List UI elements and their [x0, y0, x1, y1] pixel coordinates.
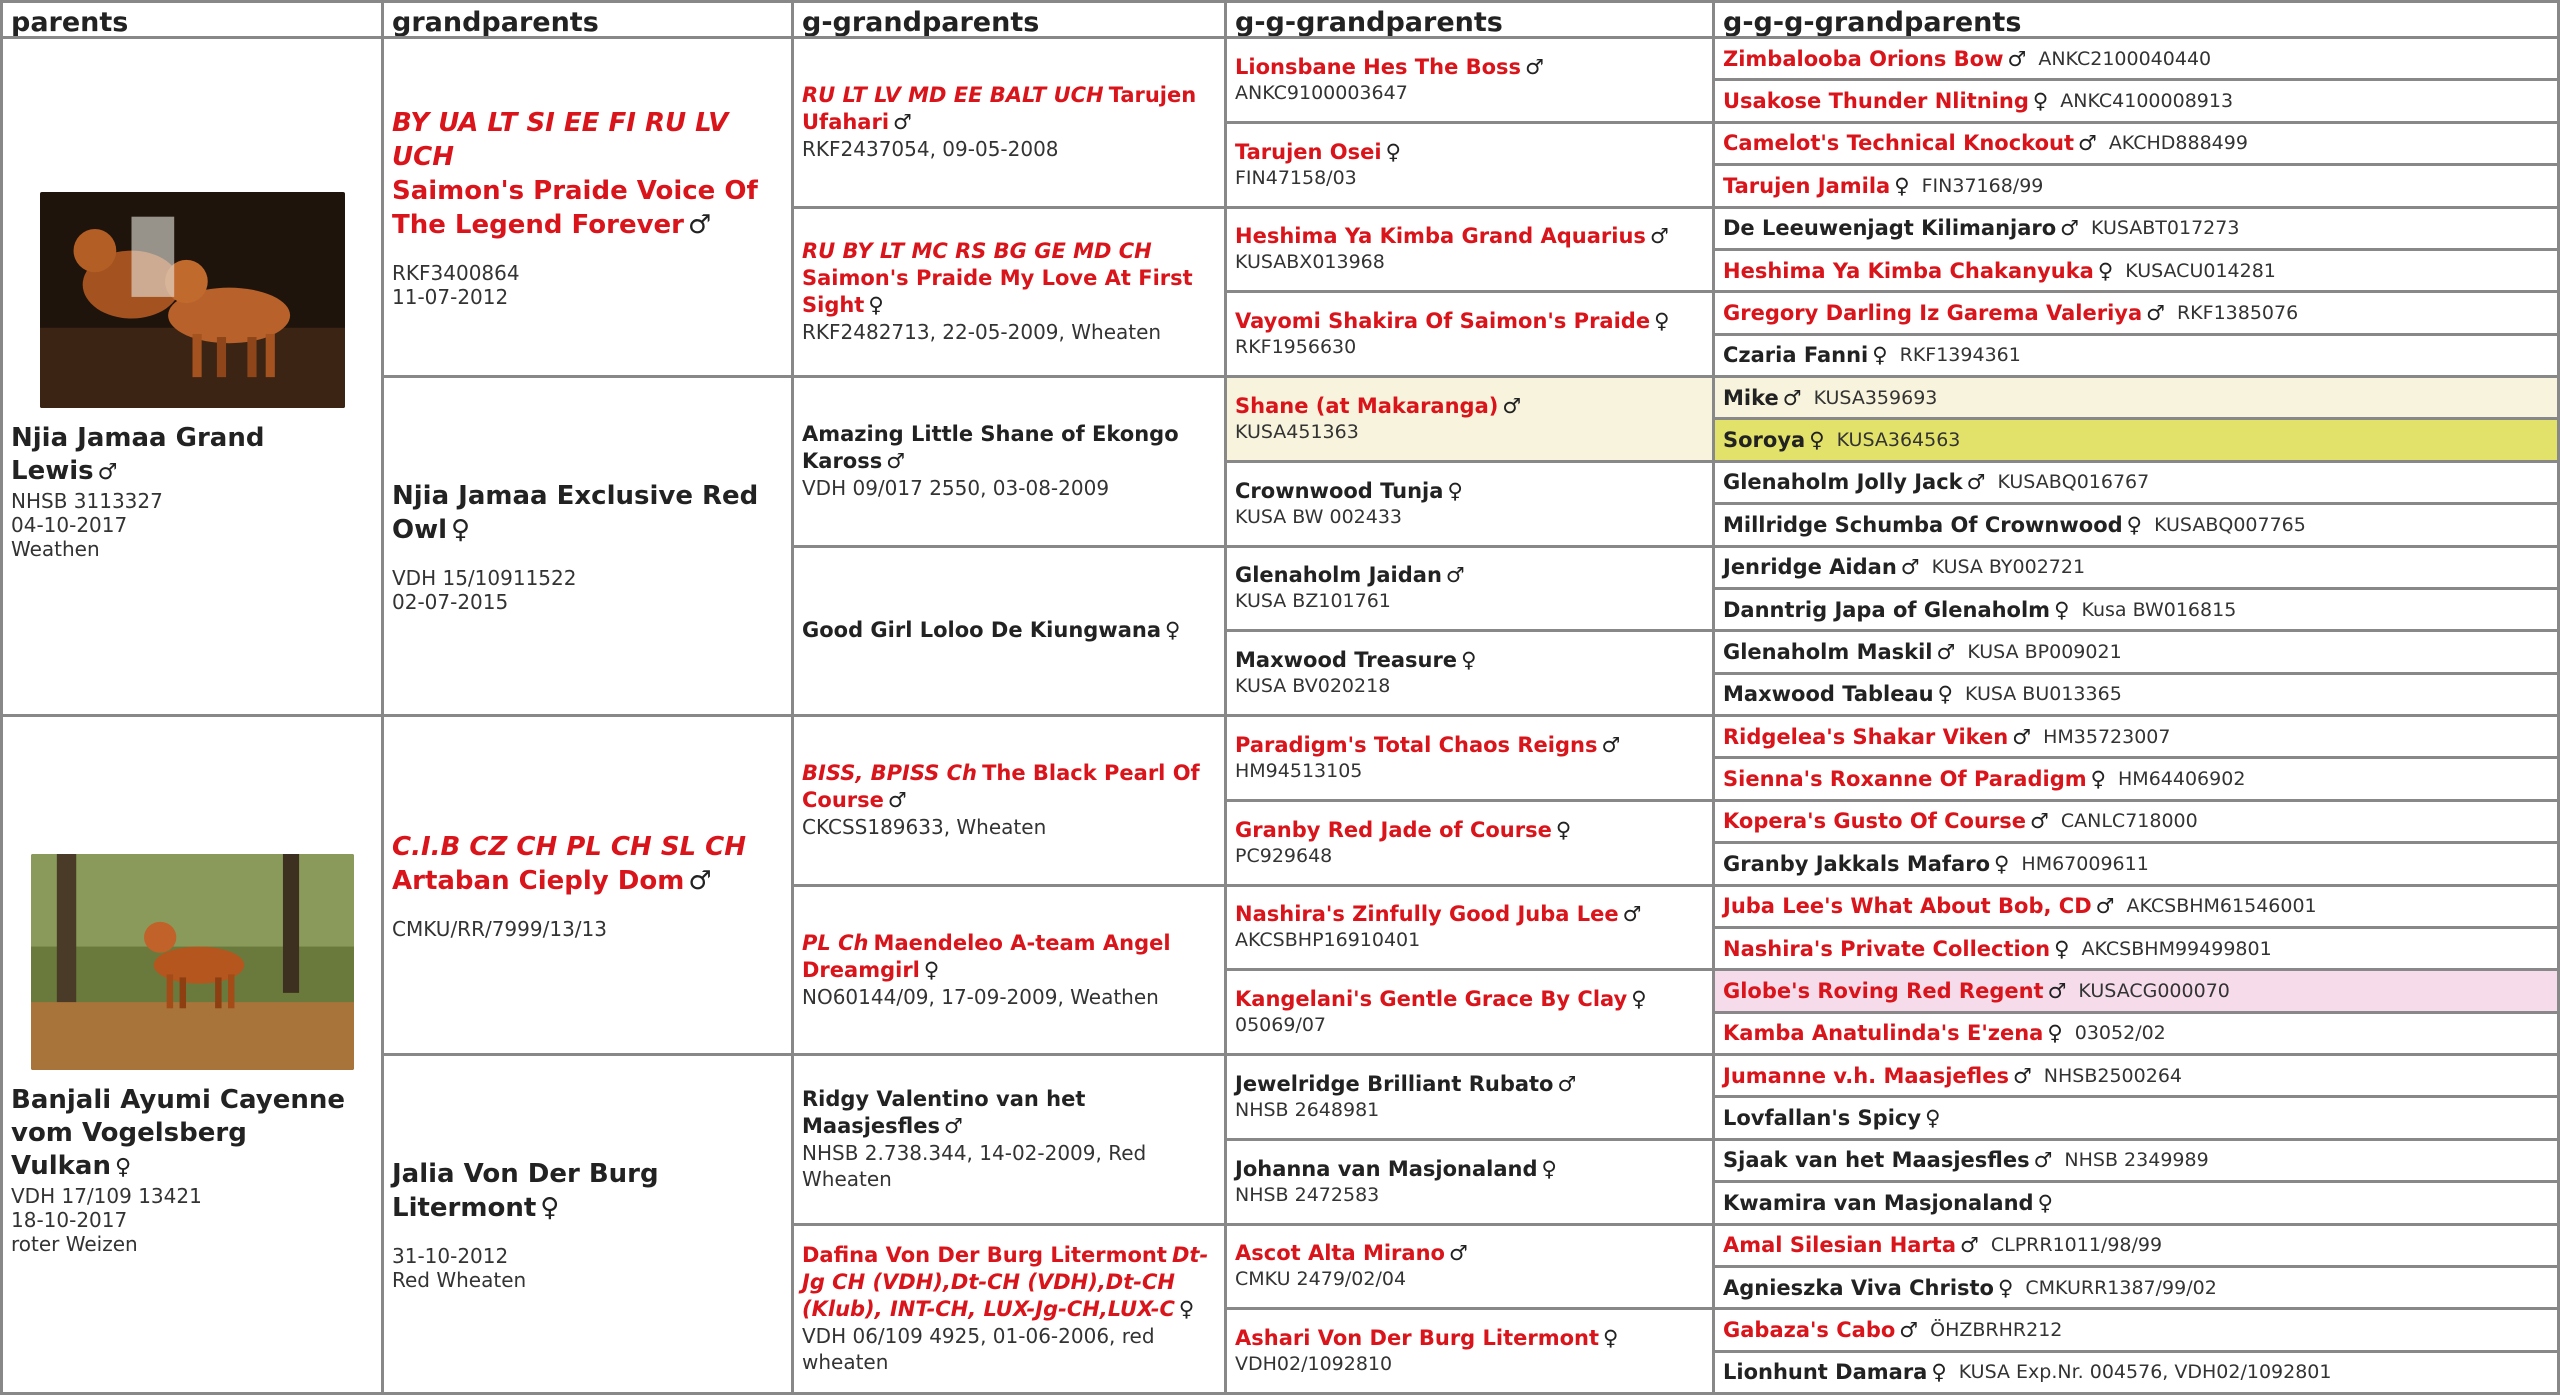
ancestor-name[interactable]: Granby Jakkals Mafaro	[1723, 851, 1991, 876]
ggg-name-block[interactable]	[1235, 901, 1704, 928]
registration-number: CMKU 2479/02/04	[1235, 1268, 1407, 1291]
sex-icon: ♂	[893, 110, 912, 135]
pedigree-cell	[0, 717, 384, 1395]
header-parents: parents	[0, 0, 384, 39]
sex-icon: ♂	[886, 449, 906, 474]
pedigree-cell	[1227, 971, 1715, 1056]
pedigree-cell	[384, 378, 794, 717]
pedigree-cell	[1715, 293, 2560, 335]
pedigree-cell	[1227, 1226, 1715, 1311]
sex-icon: ♂	[2047, 978, 2067, 1003]
sex-icon: ♀	[1447, 478, 1463, 503]
header-ggg-grandparents: g-g-g-grandparents	[1715, 0, 2560, 39]
ancestor-name[interactable]: Maxwood Treasure	[1235, 648, 1458, 673]
sex-icon: ♂	[1448, 1241, 1468, 1266]
ancestor-name[interactable]: Crownwood Tunja	[1235, 478, 1444, 503]
sex-icon: ♀	[2126, 512, 2143, 537]
sex-icon: ♂	[1622, 902, 1642, 927]
grandparent-name-block[interactable]	[392, 479, 783, 547]
ggg-name-block[interactable]	[1235, 562, 1704, 589]
ancestor-name[interactable]: Maxwood Tableau	[1723, 682, 1934, 707]
sex-icon: ♂	[2095, 894, 2115, 919]
registration-number: KUSA BW 002433	[1235, 505, 1403, 528]
ggg-name-block[interactable]	[1235, 478, 1704, 505]
registration-number: KUSA451363	[1235, 420, 1359, 443]
pedigree-cell	[1715, 929, 2560, 971]
pedigree-cell	[1227, 378, 1715, 463]
sex-icon: ♀	[1872, 343, 1888, 368]
ancestor-name[interactable]: Gabaza's Cabo	[1723, 1317, 1896, 1342]
pedigree-cell	[794, 1226, 1227, 1395]
pedigree-cell	[1227, 887, 1715, 972]
registration-number: FIN47158/03	[1235, 166, 1357, 189]
ancestor-name[interactable]: Amal Silesian Harta	[1723, 1233, 1957, 1258]
sex-icon: ♀	[114, 1153, 132, 1180]
pedigree-cell	[1715, 1098, 2560, 1140]
sex-icon: ♂	[887, 788, 907, 813]
grandparent-name-block[interactable]	[392, 830, 783, 898]
sex-icon: ♀	[1541, 1156, 1557, 1181]
sex-icon: ♀	[1654, 309, 1670, 334]
ancestor-name[interactable]: Saimon's Praide My Love At First Sight	[802, 266, 1193, 318]
ancestor-name[interactable]: Czaria Fanni	[1723, 343, 1869, 368]
registration-number: RKF1956630	[1235, 336, 1357, 359]
sex-icon: ♂	[2060, 216, 2079, 241]
champion-title: BY UA LT SI EE FI RU LV UCH	[392, 107, 729, 172]
dog-photo[interactable]	[31, 854, 354, 1070]
registration-info: NHSB 2.738.344, 14-02-2009, Red Wheaten	[802, 1141, 1147, 1192]
sex-icon: ♂	[1900, 555, 1920, 580]
sex-icon: ♀	[2047, 1021, 2063, 1046]
pedigree-cell	[1715, 505, 2560, 547]
ancestor-name[interactable]: Heshima Ya Kimba Grand Aquarius	[1235, 224, 1646, 249]
registration-number: KUSA BV020218	[1235, 675, 1391, 698]
registration-number: RKF1394361	[1899, 344, 2021, 367]
ancestor-name[interactable]: Amazing Little Shane of Ekongo Kaross	[802, 422, 1179, 474]
ancestor-name[interactable]: Millridge Schumba Of Crownwood	[1723, 512, 2123, 537]
registration-number: NHSB2500264	[2043, 1064, 2182, 1087]
registration-number: PC929648	[1235, 844, 1333, 867]
birth-date: Red Wheaten	[392, 1267, 527, 1292]
ancestor-name[interactable]: Tarujen Ufahari	[802, 83, 1197, 135]
pedigree-cell	[1715, 1141, 2560, 1183]
ancestor-name[interactable]: Ridgy Valentino van het Maasjesfles	[802, 1087, 1086, 1139]
header-grandparents: grandparents	[384, 0, 794, 39]
ggg-name-block[interactable]	[1235, 647, 1704, 674]
pedigree-cell	[384, 717, 794, 1056]
ggg-name-block[interactable]	[1235, 139, 1704, 166]
pedigree-cell	[1715, 1056, 2560, 1098]
ancestor-name[interactable]: Jewelridge Brilliant Rubato	[1235, 1071, 1554, 1096]
sex-icon: ♀	[1385, 139, 1401, 164]
pedigree-cell	[1715, 802, 2560, 844]
registration-number: 03052/02	[2074, 1022, 2166, 1045]
ancestor-name[interactable]: Tarujen Osei	[1235, 139, 1382, 164]
registration-number: KUSA BU013365	[1965, 683, 2122, 706]
pedigree-cell	[0, 39, 384, 717]
sex-icon: ♂	[2012, 1063, 2032, 1088]
sex-icon: ♂	[1936, 639, 1956, 664]
sex-icon: ♀	[2054, 597, 2070, 622]
pedigree-cell	[1715, 1226, 2560, 1268]
registration-number: KUSA364563	[1836, 429, 1961, 452]
ancestor-name[interactable]: Nashira's Private Collection	[1723, 936, 2051, 961]
ancestor-name[interactable]: Kopera's Gusto Of Course	[1723, 809, 2027, 834]
ancestor-name[interactable]: Sjaak van het Maasjesfles	[1723, 1148, 2030, 1173]
pedigree-cell	[384, 1056, 794, 1395]
sex-icon: ♀	[1555, 817, 1572, 842]
ggg-name-block[interactable]	[1235, 1325, 1704, 1352]
gg-name-block[interactable]	[802, 760, 1216, 814]
pedigree-cell	[1227, 632, 1715, 717]
ancestor-name[interactable]: Globe's Roving Red Regent	[1723, 978, 2044, 1003]
registration-number: RKF3400864	[392, 260, 520, 285]
sex-icon: ♀	[1994, 851, 2010, 876]
pedigree-cell	[1715, 1183, 2560, 1225]
pedigree-cell	[1227, 463, 1715, 548]
gg-name-block[interactable]	[802, 1242, 1216, 1323]
birth-date: 18-10-2017	[11, 1207, 128, 1232]
registration-number: ANKC2100040440	[2038, 47, 2212, 70]
parent-name[interactable]: Banjali Ayumi Cayenne vom Vogelsberg Vulkan ♀	[11, 1084, 345, 1181]
sex-icon: ♀	[2037, 1190, 2053, 1215]
pedigree-cell	[1227, 39, 1715, 124]
ancestor-name[interactable]: Shane (at Makaranga)	[1235, 393, 1499, 418]
sex-icon: ♂	[1525, 54, 1544, 79]
sex-icon: ♂	[97, 459, 118, 485]
ancestor-name[interactable]: Glenaholm Jaidan	[1235, 563, 1442, 588]
sex-icon: ♀	[1461, 648, 1477, 673]
registration-info: NO60144/09, 17-09-2009, Weathen	[802, 984, 1159, 1009]
ggg-name-block[interactable]	[1235, 986, 1704, 1013]
sex-icon: ♂	[1445, 563, 1465, 588]
ancestor-name[interactable]: Kwamira van Masjonaland	[1723, 1190, 2034, 1215]
registration-info: RKF2482713, 22-05-2009, Wheaten	[802, 320, 1162, 345]
grandparent-name-block[interactable]	[392, 106, 783, 242]
champion-title: C.I.B CZ CH PL CH SL CH	[392, 831, 747, 862]
pedigree-cell	[1715, 209, 2560, 251]
registration-number: RKF1385076	[2176, 301, 2299, 324]
registration-number: KUSABQ016767	[1997, 471, 2150, 494]
registration-number: KUSABQ007765	[2154, 513, 2306, 536]
pedigree-cell	[1715, 759, 2560, 801]
sex-icon: ♀	[1165, 618, 1181, 643]
sex-icon: ♀	[1631, 987, 1647, 1012]
pedigree-cell	[1715, 39, 2560, 81]
ggg-name-block[interactable]	[1235, 393, 1704, 420]
registration-number: KUSACG000070	[2078, 979, 2230, 1002]
ancestor-name[interactable]: Heshima Ya Kimba Chakanyuka	[1723, 258, 2094, 283]
pedigree-cell	[794, 1056, 1227, 1226]
registration-info: VDH 09/017 2550, 03-08-2009	[802, 476, 1110, 501]
registration-number: AKCHD888499	[2108, 132, 2248, 155]
registration-number: HM64406902	[2118, 768, 2246, 791]
ancestor-name[interactable]: The Black Pearl Of Course	[802, 761, 1200, 813]
registration-number: KUSA BZ101761	[1235, 590, 1391, 613]
birth-date: 04-10-2017	[11, 513, 128, 537]
registration-number: HM94513105	[1235, 759, 1363, 782]
ancestor-name[interactable]: Zimbalooba Orions Bow	[1723, 46, 2004, 71]
registration-number: VDH02/1092810	[1235, 1353, 1393, 1376]
pedigree-cell	[794, 717, 1227, 887]
ancestor-name[interactable]: Paradigm's Total Chaos Reigns	[1235, 732, 1598, 757]
registration-number: Kusa BW016815	[2081, 598, 2237, 621]
registration-number: HM67009611	[2021, 852, 2149, 875]
ggg-name-block[interactable]	[1235, 223, 1704, 250]
pedigree-cell	[1227, 209, 1715, 294]
ancestor-name[interactable]: Glenaholm Maskil	[1723, 639, 1933, 664]
grandparent-name[interactable]: Jalia Von Der Burg Litermont	[392, 1158, 659, 1223]
ancestor-name[interactable]: Soroya	[1723, 428, 1806, 453]
pedigree-cell	[384, 39, 794, 378]
sex-icon: ♀	[2054, 936, 2070, 961]
registration-number: ANKC9100003647	[1235, 81, 1408, 104]
ggg-name-block[interactable]	[1235, 54, 1704, 81]
birth-date: 02-07-2015	[392, 589, 509, 614]
sex-icon: ♀	[923, 957, 940, 982]
grandparent-name[interactable]: Saimon's Praide Voice Of The Legend Forever	[392, 175, 758, 240]
registration-number: KUSABT017273	[2091, 217, 2240, 240]
registration-number: CMKU/RR/7999/13/13	[392, 916, 607, 941]
ancestor-name[interactable]: Ascot Alta Mirano	[1235, 1241, 1445, 1266]
pedigree-cell	[1227, 548, 1715, 633]
pedigree-cell	[794, 209, 1227, 379]
pedigree-cell	[1715, 463, 2560, 505]
registration-number: NHSB 2472583	[1235, 1183, 1380, 1206]
ancestor-name[interactable]: Lovfallan's Spicy	[1723, 1106, 1922, 1131]
pedigree-cell	[794, 548, 1227, 718]
pedigree-cell	[1715, 1268, 2560, 1310]
pedigree-cell	[1715, 166, 2560, 208]
ancestor-name[interactable]: Maendeleo A-team Angel Dreamgirl	[802, 930, 1171, 982]
ancestor-name[interactable]: Granby Red Jade of Course	[1235, 817, 1552, 842]
sex-icon: ♀	[451, 514, 471, 545]
sex-icon: ♀	[2090, 767, 2107, 792]
sex-icon: ♂	[1966, 470, 1986, 495]
pedigree-cell	[1715, 590, 2560, 632]
registration-number: VDH 17/109 13421	[11, 1183, 202, 1208]
ancestor-name[interactable]: Jumanne v.h. Maasjefles	[1723, 1063, 2009, 1088]
ancestor-name[interactable]: Kangelani's Gentle Grace By Clay	[1235, 987, 1628, 1012]
grandparent-name-block[interactable]	[392, 1157, 783, 1225]
ggg-name-block[interactable]	[1235, 308, 1704, 335]
registration-number: HM35723007	[2043, 725, 2171, 748]
registration-number: VDH 15/10911522	[392, 565, 577, 590]
sex-icon: ♂	[1899, 1317, 1919, 1342]
pedigree-cell	[1227, 1056, 1715, 1141]
pedigree-cell	[1715, 1353, 2560, 1395]
sex-icon: ♂	[1782, 385, 1802, 410]
ancestor-name[interactable]: Lionsbane Hes The Boss	[1235, 54, 1522, 79]
pedigree-cell	[1227, 124, 1715, 209]
pedigree-cell	[794, 378, 1227, 548]
ancestor-name[interactable]: Juba Lee's What About Bob, CD	[1723, 894, 2092, 919]
sex-icon: ♀	[868, 293, 884, 318]
champion-title: Dt-Jg CH (VDH),Dt-CH (VDH),Dt-CH (Klub), INT-CH, LUX-Jg-CH,LUX-C	[802, 1243, 1209, 1322]
registration-number: FIN37168/99	[1921, 174, 2044, 197]
header-gg-grandparents: g-g-grandparents	[1227, 0, 1715, 39]
registration-number: KUSABX013968	[1235, 251, 1385, 274]
gg-name-block[interactable]	[802, 617, 1216, 644]
sex-icon: ♂	[944, 1114, 963, 1139]
parent-name[interactable]: Njia Jamaa Grand Lewis ♂	[11, 423, 265, 486]
sex-icon: ♂	[688, 865, 712, 896]
champion-title: BISS, BPISS Ch	[802, 761, 977, 786]
gg-name-block[interactable]	[802, 238, 1216, 319]
sex-icon: ♂	[1960, 1233, 1979, 1258]
sex-icon: ♂	[1601, 732, 1621, 757]
champion-title: RU LT LV MD EE BALT UCH	[802, 83, 1104, 108]
sex-icon: ♀	[1894, 173, 1910, 198]
sex-icon: ♀	[1178, 1297, 1195, 1322]
ancestor-name[interactable]: Mike	[1723, 385, 1779, 410]
gg-name-block[interactable]	[802, 930, 1216, 984]
sex-icon: ♂	[1502, 393, 1522, 418]
ancestor-name[interactable]: Jenridge Aidan	[1723, 555, 1897, 580]
registration-info: CKCSS189633, Wheaten	[802, 815, 1047, 840]
pedigree-cell	[1227, 293, 1715, 378]
pedigree-cell	[1715, 1014, 2560, 1056]
sex-icon: ♀	[1809, 428, 1825, 453]
sex-icon: ♂	[2030, 809, 2049, 834]
pedigree-cell	[1715, 378, 2560, 420]
registration-number: KUSA BY002721	[1931, 556, 2086, 579]
registration-number: AKCSBHP16910401	[1235, 929, 1421, 952]
pedigree-cell	[1715, 844, 2560, 886]
ggg-name-block[interactable]	[1235, 817, 1704, 844]
pedigree-cell	[1227, 1141, 1715, 1226]
ancestor-name[interactable]: Camelot's Technical Knockout	[1723, 131, 2074, 156]
sex-icon: ♀	[1925, 1106, 1941, 1131]
pedigree-cell	[1715, 887, 2560, 929]
sex-icon: ♀	[1997, 1275, 2014, 1300]
pedigree-cell	[1715, 971, 2560, 1013]
pedigree-cell	[1715, 548, 2560, 590]
gg-name-block[interactable]	[802, 82, 1216, 136]
champion-title: PL Ch	[802, 930, 869, 955]
pedigree-cell	[1227, 717, 1715, 802]
registration-number: ANKC4100008913	[2060, 90, 2234, 113]
registration-number: CANLC718000	[2060, 810, 2198, 833]
pedigree-cell	[1715, 1310, 2560, 1352]
registration-number: CMKURR1387/99/02	[2025, 1276, 2217, 1299]
registration-number: NHSB 2648981	[1235, 1098, 1380, 1121]
ancestor-name[interactable]: Sienna's Roxanne Of Paradigm	[1723, 767, 2087, 792]
sex-icon: ♀	[2032, 89, 2049, 114]
pedigree-cell	[1715, 717, 2560, 759]
registration-number: KUSACU014281	[2125, 259, 2276, 282]
registration-info: VDH 06/109 4925, 01-06-2006, red wheaten	[802, 1324, 1155, 1375]
pedigree-cell	[1715, 251, 2560, 293]
pedigree-cell	[1227, 802, 1715, 887]
ancestor-name[interactable]: Danntrig Japa of Glenaholm	[1723, 597, 2051, 622]
registration-number: ÖHZBRHR212	[1930, 1318, 2063, 1341]
header-g-grandparents: g-grandparents	[794, 0, 1227, 39]
pedigree-cell	[1715, 124, 2560, 166]
registration-number: CLPRR1011/98/99	[1990, 1234, 2163, 1257]
ancestor-name[interactable]: Gregory Darling Iz Garema Valeriya	[1723, 300, 2143, 325]
pedigree-cell	[1715, 336, 2560, 378]
registration-number: AKCSBHM99499801	[2081, 937, 2272, 960]
ggg-name-block[interactable]	[1235, 732, 1704, 759]
ancestor-name[interactable]: Johanna van Masjonaland	[1235, 1156, 1538, 1181]
registration-number: AKCSBHM61546001	[2126, 895, 2317, 918]
ancestor-name[interactable]: Vayomi Shakira Of Saimon's Praide	[1235, 309, 1651, 334]
sex-icon: ♀	[1603, 1326, 1619, 1351]
ancestor-name[interactable]: Nashira's Zinfully Good Juba Lee	[1235, 902, 1619, 927]
ggg-name-block[interactable]	[1235, 1240, 1704, 1267]
registration-number: KUSA Exp.Nr. 004576, VDH02/1092801	[1958, 1361, 2332, 1384]
ancestor-name[interactable]: Ridgelea's Shakar Viken	[1723, 724, 2009, 749]
pedigree-cell	[1715, 81, 2560, 123]
coat-color: Weathen	[11, 537, 100, 561]
ancestor-name[interactable]: Ashari Von Der Burg Litermont	[1235, 1326, 1600, 1351]
ancestor-name[interactable]: Good Girl Loloo De Kiungwana	[802, 618, 1161, 643]
ancestor-name[interactable]: Agnieszka Viva Christo	[1723, 1275, 1994, 1300]
sex-icon: ♂	[2146, 300, 2165, 325]
ancestor-name[interactable]: De Leeuwenjagt Kilimanjaro	[1723, 216, 2057, 241]
sex-icon: ♀	[2097, 258, 2114, 283]
registration-number: 05069/07	[1235, 1014, 1327, 1037]
sex-icon: ♂	[2033, 1148, 2053, 1173]
ancestor-name[interactable]: Glenaholm Jolly Jack	[1723, 470, 1963, 495]
pedigree-cell	[794, 39, 1227, 209]
pedigree-cell	[794, 887, 1227, 1057]
sex-icon: ♂	[1649, 224, 1669, 249]
sex-icon: ♂	[687, 209, 712, 240]
pedigree-cell	[1227, 1310, 1715, 1395]
grandparent-name[interactable]: Artaban Cieply Dom	[392, 865, 685, 896]
registration-number: NHSB 2349989	[2064, 1149, 2209, 1172]
grandparent-name[interactable]: Njia Jamaa Exclusive Red Owl	[392, 480, 759, 545]
ancestor-name[interactable]: Lionhunt Damara	[1723, 1360, 1928, 1385]
sex-icon: ♀	[1937, 682, 1953, 707]
dog-photo[interactable]	[40, 192, 345, 408]
pedigree-cell	[1715, 675, 2560, 717]
registration-number: 31-10-2012	[392, 1243, 509, 1268]
ancestor-name[interactable]: Kamba Anatulinda's E'zena	[1723, 1021, 2044, 1046]
registration-number: KUSA BP009021	[1967, 640, 2122, 663]
coat-color: roter Weizen	[11, 1231, 138, 1256]
sex-icon: ♂	[2012, 724, 2032, 749]
ancestor-name[interactable]: Usakose Thunder Nlitning	[1723, 89, 2029, 114]
sex-icon: ♂	[2007, 46, 2027, 71]
ggg-name-block[interactable]	[1235, 1156, 1704, 1183]
sex-icon: ♂	[2077, 131, 2097, 156]
sex-icon: ♀	[540, 1192, 560, 1223]
ggg-name-block[interactable]	[1235, 1071, 1704, 1098]
champion-title: RU BY LT MC RS BG GE MD CH	[802, 239, 1152, 264]
sex-icon: ♂	[1557, 1071, 1577, 1096]
pedigree-cell	[1715, 632, 2560, 674]
registration-number: NHSB 3113327	[11, 489, 163, 513]
ancestor-name[interactable]: Dafina Von Der Burg Litermont	[802, 1243, 1167, 1268]
gg-name-block[interactable]	[802, 421, 1216, 475]
sex-icon: ♀	[1931, 1360, 1947, 1385]
registration-info: RKF2437054, 09-05-2008	[802, 137, 1059, 162]
pedigree-cell	[1715, 420, 2560, 462]
gg-name-block[interactable]	[802, 1086, 1216, 1140]
ancestor-name[interactable]: Tarujen Jamila	[1723, 173, 1891, 198]
birth-date: 11-07-2012	[392, 284, 509, 309]
registration-number: KUSA359693	[1813, 386, 1938, 409]
